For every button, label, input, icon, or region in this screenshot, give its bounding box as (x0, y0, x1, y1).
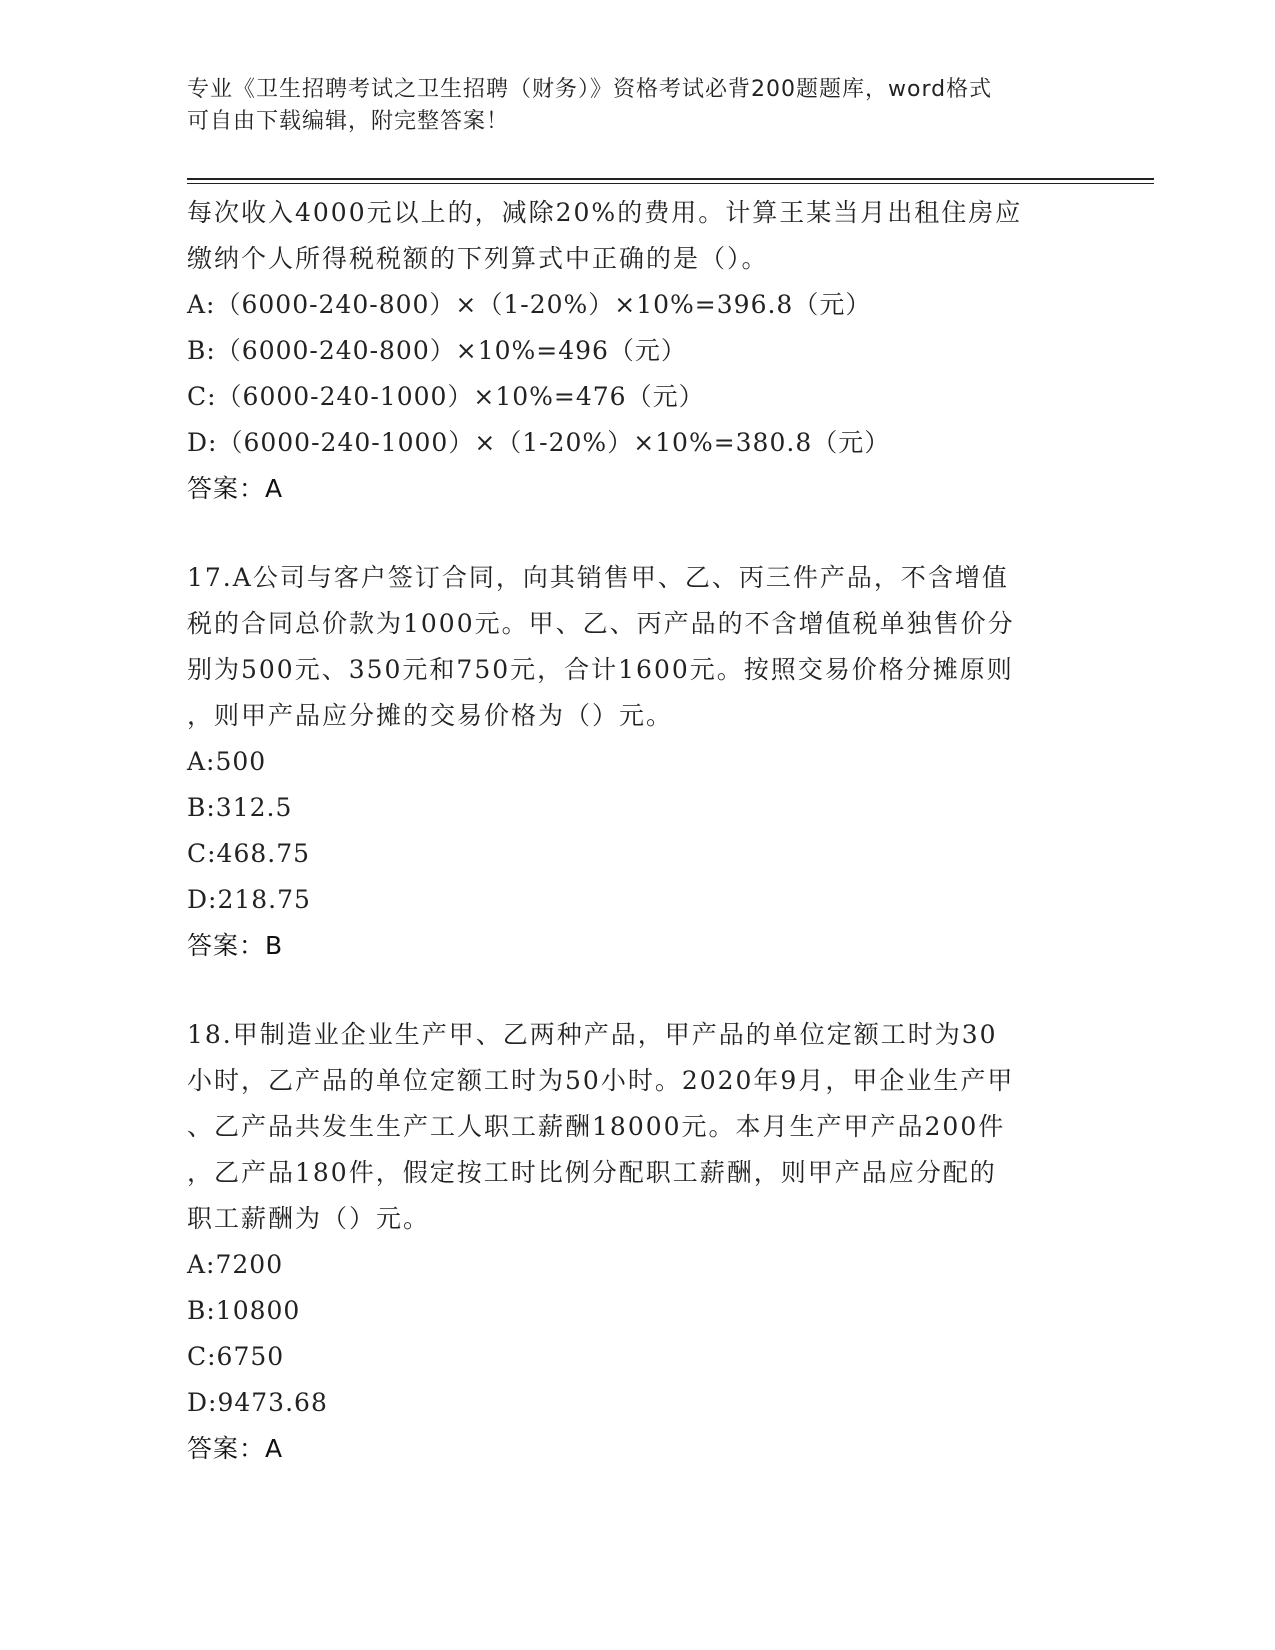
question-16-stem-line-2: 缴纳个人所得税税额的下列算式中正确的是（）。 (187, 244, 769, 273)
question-18-option-d: D:9473.68 (187, 1388, 328, 1417)
question-17-option-c: C:468.75 (187, 839, 311, 868)
question-17-stem-line-3: 别为500元、350元和750元，合计1600元。按照交易价格分摊原则 (187, 655, 1014, 684)
question-18-stem-line-3: 、乙产品共发生生产工人职工薪酬18000元。本月生产甲产品200件 (187, 1112, 1006, 1141)
question-18-option-b: B:10800 (187, 1296, 301, 1325)
question-18-answer: 答案：A (187, 1434, 284, 1463)
question-17-option-d: D:218.75 (187, 885, 311, 914)
question-16-stem-line-1: 每次收入4000元以上的，减除20%的费用。计算王某当月出租住房应 (187, 198, 1023, 227)
question-18 (187, 1012, 1087, 1472)
question-16-option-c: C:（6000-240-1000）×10%=476（元） (187, 382, 705, 411)
question-spacer (187, 969, 1087, 1012)
question-content (187, 190, 1087, 1472)
question-16 (187, 190, 1087, 512)
question-18-stem-line-4: ，乙产品180件，假定按工时比例分配职工薪酬，则甲产品应分配的 (187, 1158, 997, 1187)
question-17-stem-line-1: 17.A公司与客户签订合同，向其销售甲、乙、丙三件产品，不含增值 (187, 563, 1009, 592)
question-17-answer: 答案：B (187, 931, 284, 960)
header-divider-thick (187, 178, 1154, 180)
question-18-stem-line-5: 职工薪酬为（）元。 (187, 1204, 431, 1233)
question-17-stem-line-4: ，则甲产品应分摊的交易价格为（）元。 (187, 701, 674, 730)
question-17-stem-line-2: 税的合同总价款为1000元。甲、乙、丙产品的不含增值税单独售价分 (187, 609, 1015, 638)
question-17 (187, 555, 1087, 969)
header-title-line-1: 专业《卫生招聘考试之卫生招聘（财务）》资格考试必背200题题库，word格式 (187, 77, 993, 102)
question-18-stem-line-2: 小时，乙产品的单位定额工时为50小时。2020年9月，甲企业生产甲 (187, 1066, 1015, 1095)
question-16-option-a: A:（6000-240-800）×（1-20%）×10%=396.8（元） (187, 290, 872, 319)
question-16-answer: 答案：A (187, 474, 284, 503)
question-16-option-b: B:（6000-240-800）×10%=496（元） (187, 336, 687, 365)
question-18-option-c: C:6750 (187, 1342, 285, 1371)
question-17-option-b: B:312.5 (187, 793, 293, 822)
question-spacer (187, 512, 1087, 555)
header-divider-thin (187, 183, 1154, 184)
header-title-line-2: 可自由下载编辑，附完整答案！ (187, 109, 510, 134)
document-header (187, 74, 1067, 138)
question-18-option-a: A:7200 (187, 1250, 284, 1279)
question-17-option-a: A:500 (187, 747, 267, 776)
question-16-option-d: D:（6000-240-1000）×（1-20%）×10%=380.8（元） (187, 428, 891, 457)
question-18-stem-line-1: 18.甲制造业企业生产甲、乙两种产品，甲产品的单位定额工时为30 (187, 1020, 998, 1049)
